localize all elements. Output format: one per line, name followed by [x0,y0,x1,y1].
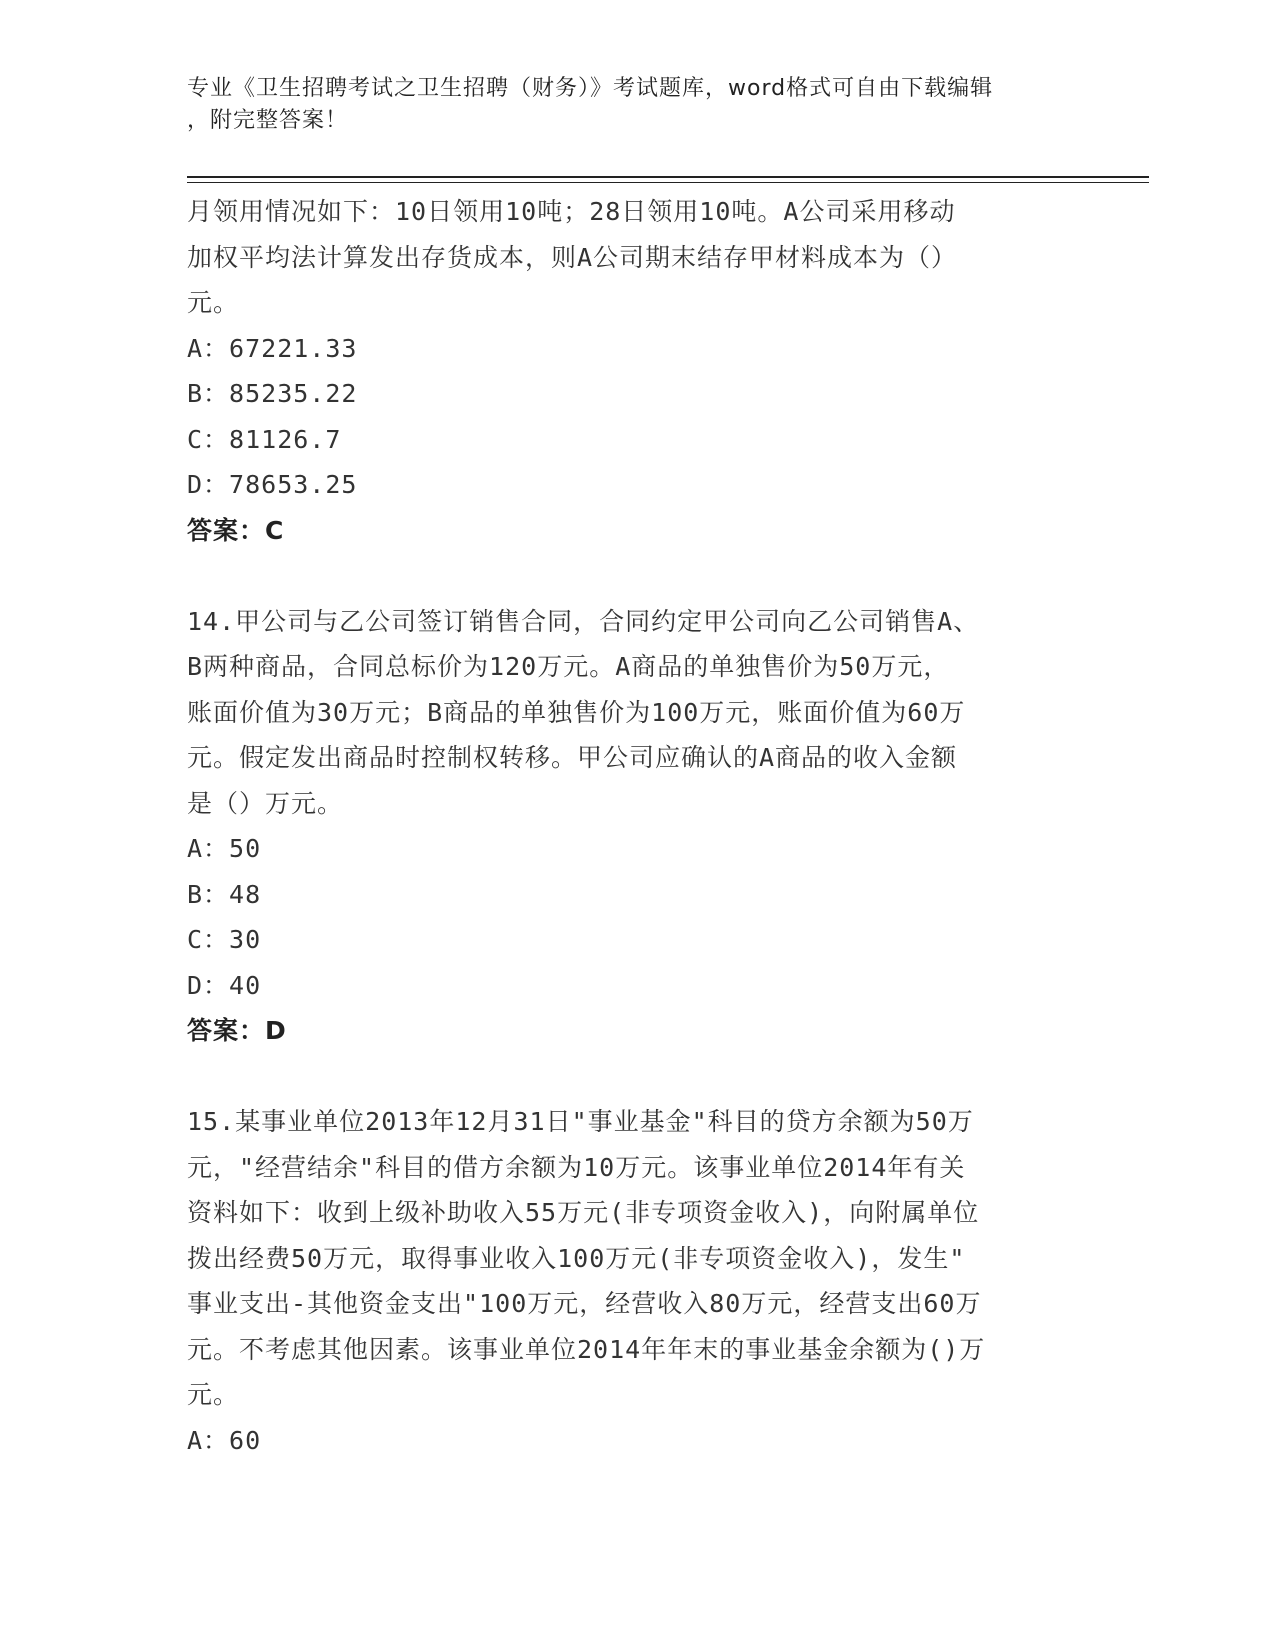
header-title-line-2: ，附完整答案！ [187,108,349,133]
question-text-line: 元。 [187,288,240,317]
question-spacer [187,553,1087,599]
option-b: B：85235.22 [187,379,358,408]
answer-label: 答案：D [187,1016,287,1045]
question-15 [187,1099,1087,1463]
question-13 [187,189,1087,553]
option-a: A：67221.33 [187,333,358,363]
option-c: C：81126.7 [187,424,342,454]
option-d: D：40 [187,970,262,1000]
question-text-line: 事业支出-其他资金支出"100万元，经营收入80万元，经营支出60万 [187,1289,982,1318]
option-b: B：48 [187,879,262,909]
question-text-line: 15.某事业单位2013年12月31日"事业基金"科目的贷方余额为50万 [187,1107,974,1136]
question-text-line: 资料如下：收到上级补助收入55万元(非专项资金收入)，向附属单位 [187,1198,980,1227]
document-header [187,73,1067,137]
option-d: D：78653.25 [187,470,358,499]
header-title-line-1: 专业《卫生招聘考试之卫生招聘（财务）》考试题库，word格式可自由下载编辑 [187,76,994,101]
question-text-line: B两种商品，合同总标价为120万元。A商品的单独售价为50万元， [187,652,950,681]
question-text-line: 元。假定发出商品时控制权转移。甲公司应确认的A商品的收入金额 [187,743,958,772]
question-text-line: 加权平均法计算发出存货成本，则A公司期末结存甲材料成本为（） [187,242,958,272]
header-divider-thick [187,176,1149,178]
answer-label: 答案：C [187,515,285,545]
question-text-line: 元，"经营结余"科目的借方余额为10万元。该事业单位2014年有关 [187,1152,966,1182]
question-text-line: 是（）万元。 [187,788,344,818]
question-content [187,189,1087,1463]
question-text-line: 拨出经费50万元，取得事业收入100万元(非专项资金收入)，发生" [187,1243,966,1273]
option-a: A：60 [187,1425,262,1455]
question-text-line: 14.甲公司与乙公司签订销售合同，合同约定甲公司向乙公司销售A、 [187,606,980,636]
question-text-line: 元。 [187,1380,240,1409]
question-14 [187,599,1087,1054]
question-text-line: 元。不考虑其他因素。该事业单位2014年年末的事业基金余额为()万 [187,1334,986,1364]
question-spacer [187,1054,1087,1100]
question-text-line: 月领用情况如下：10日领用10吨；28日领用10吨。A公司采用移动 [187,197,956,226]
header-divider-thin [187,182,1149,183]
question-text-line: 账面价值为30万元；B商品的单独售价为100万元，账面价值为60万 [187,697,966,727]
option-c: C：30 [187,925,262,954]
option-a: A：50 [187,834,262,863]
